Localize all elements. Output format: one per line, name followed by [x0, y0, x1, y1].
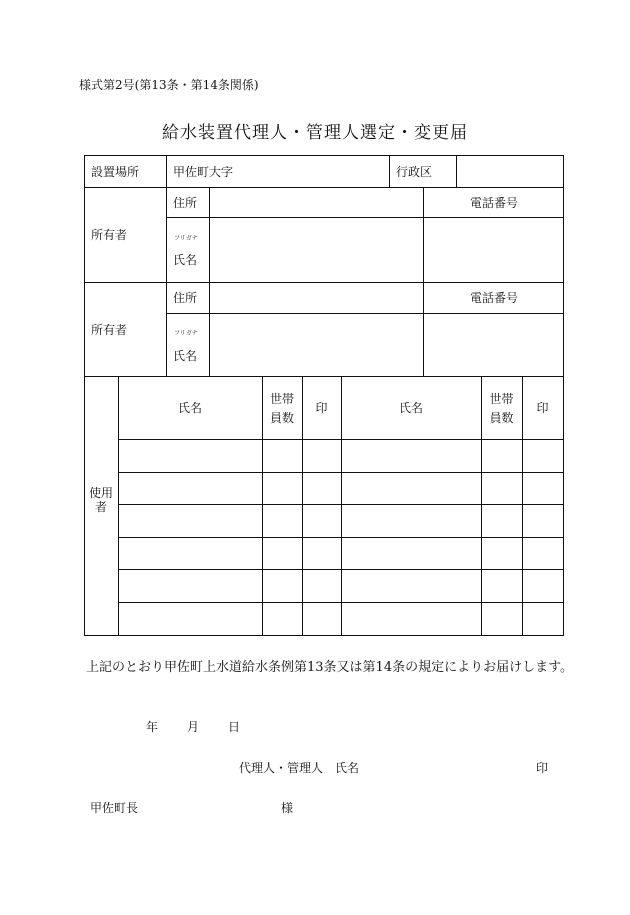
- owner-2-phone-label: 電話番号: [470, 291, 519, 305]
- agent-name-label: 代理人・管理人 氏名: [239, 761, 360, 775]
- owner-1-phone-label: 電話番号: [470, 196, 519, 210]
- owner-1-address-label: 住所: [173, 196, 198, 210]
- addressee-label: 甲佐町長: [90, 801, 139, 815]
- date-year-label: 年: [146, 720, 159, 734]
- owner-2-furigana-label: フリガナ: [174, 330, 198, 337]
- seal-label: 印: [536, 761, 549, 775]
- user-col-seal-right: 印: [536, 401, 549, 415]
- agent-name-field[interactable]: [380, 756, 530, 778]
- user-col-household-left-2: 員数: [269, 411, 294, 425]
- date-month-label: 月: [187, 720, 200, 734]
- user-col-seal-left: 印: [315, 401, 328, 415]
- user-col-household-right-2: 員数: [489, 411, 514, 425]
- date-day-label: 日: [228, 720, 241, 734]
- owner-2-address-label: 住所: [173, 291, 198, 305]
- user-label: 使用者: [88, 486, 113, 514]
- owner-1-label: 所有者: [91, 228, 128, 242]
- owner-1-name-label: 氏名: [173, 253, 198, 267]
- form-number: 様式第2号(第13条・第14条関係): [79, 78, 259, 92]
- location-value[interactable]: 甲佐町大字: [173, 165, 234, 179]
- user-col-household-right-1: 世帯: [489, 392, 514, 406]
- honorific-label: 様: [281, 801, 294, 815]
- owner-2-name-field[interactable]: [210, 314, 423, 376]
- district-field[interactable]: [457, 156, 563, 187]
- owner-1-address-field[interactable]: [210, 188, 423, 217]
- district-label: 行政区: [396, 165, 433, 179]
- owner-2-name-label: 氏名: [173, 349, 198, 363]
- owner-1-name-field[interactable]: [210, 218, 423, 282]
- owner-1-phone-field[interactable]: [424, 218, 563, 282]
- user-col-name-left: 氏名: [177, 401, 202, 415]
- statement-text: 上記のとおり甲佐町上水道給水条例第13条又は第14条の規定によりお届けします。: [86, 660, 574, 675]
- location-label: 設置場所: [91, 165, 140, 179]
- owner-2-label: 所有者: [91, 323, 128, 337]
- page-title: 給水装置代理人・管理人選定・変更届: [162, 123, 468, 143]
- owner-1-furigana-label: フリガナ: [174, 235, 198, 242]
- user-col-household-left-1: 世帯: [269, 392, 294, 406]
- owner-2-address-field[interactable]: [210, 283, 423, 313]
- user-col-name-right: 氏名: [398, 401, 423, 415]
- owner-2-phone-field[interactable]: [424, 314, 563, 376]
